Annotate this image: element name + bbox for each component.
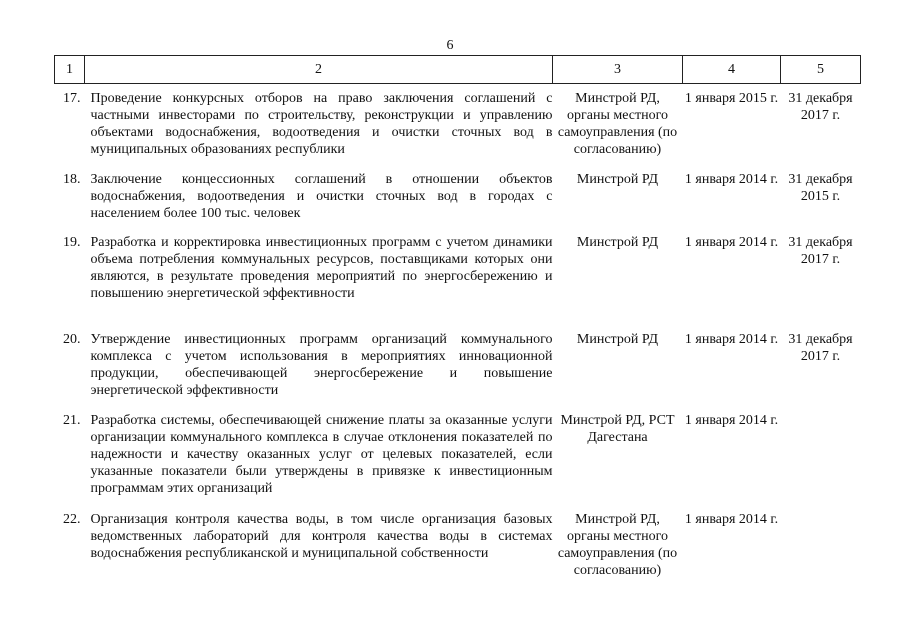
executor: Минстрой РД [576,172,659,187]
table-row [55,331,861,412]
table-row [55,412,861,511]
header-col-2: 2 [85,56,553,84]
measure-text: Утверждение инвестиционных программ организаций коммунального комплекса с учетом использования в мероприятиях инновационной продукции, обеспечивающей энергосбережение и повышение энергетической эффективности [90,332,553,398]
row-number: 22. [63,512,81,527]
end-date: 31 декабря 2017 г. [788,332,853,364]
end-date: 31 декабря 2017 г. [788,91,853,123]
table-row [55,171,861,234]
start-date: 1 января 2014 г. [684,413,779,428]
row-number: 19. [63,235,81,250]
measure-text: Организация контроля качества воды, в том числе организация базовых ведомственных лабораторий для контроля качества воды в системах водоснабжения республиканской и муниципальной собственности [90,512,553,561]
measure-text: Проведение конкурсных отборов на право заключения соглашений с частными инвесторами по строительству, реконструкции и управлению объектами водоснабжения, водоотведения и очистки сточных вод в муниципальных образованиях республики [90,91,553,157]
end-date: 31 декабря 2015 г. [788,172,853,204]
row-number: 17. [63,91,81,106]
measures-table [54,55,861,592]
measure-text: Разработка и корректировка инвестиционных программ с учетом динамики объема потребления коммунальных ресурсов, поставщиками которых они являются, в результате проведения мероприятий по энергосбережению и повышению энергетической эффективности [90,235,553,301]
end-date [781,412,861,511]
start-date: 1 января 2015 г. [684,91,779,106]
executor: Минстрой РД, органы местного самоуправления (по согласованию) [557,512,678,578]
executor: Минстрой РД, РСТ Дагестана [560,413,675,445]
table-row [55,511,861,592]
start-date: 1 января 2014 г. [684,332,779,347]
header-col-3: 3 [553,56,683,84]
end-date: 31 декабря 2017 г. [788,235,853,267]
header-col-4: 4 [683,56,781,84]
table-header-row [55,56,861,84]
end-date [781,511,861,592]
start-date: 1 января 2014 г. [684,512,779,527]
measure-text: Заключение концессионных соглашений в отношении объектов водоснабжения, водоотведения и очистки сточных вод в городах с населением более 100 тыс. человек [90,172,553,221]
header-col-1: 1 [55,56,85,84]
start-date: 1 января 2014 г. [684,172,779,187]
row-number: 21. [63,413,81,428]
measure-text: Разработка системы, обеспечивающей снижение платы за оказанные услуги организации коммунального комплекса в случае отклонения показателей по надежности и качеству оказанных услуг от целевых показателей, если указанные показатели были утверждены в привязке к инвестиционным программам этих организаций [90,413,553,496]
page-number: 6 [446,38,454,53]
header-col-5: 5 [781,56,861,84]
executor: Минстрой РД, органы местного самоуправления (по согласованию) [557,91,678,157]
executor: Минстрой РД [576,332,659,347]
executor: Минстрой РД [576,235,659,250]
row-number: 18. [63,172,81,187]
start-date: 1 января 2014 г. [684,235,779,250]
table-row [55,234,861,331]
row-number: 20. [63,332,81,347]
table-row [55,84,861,172]
